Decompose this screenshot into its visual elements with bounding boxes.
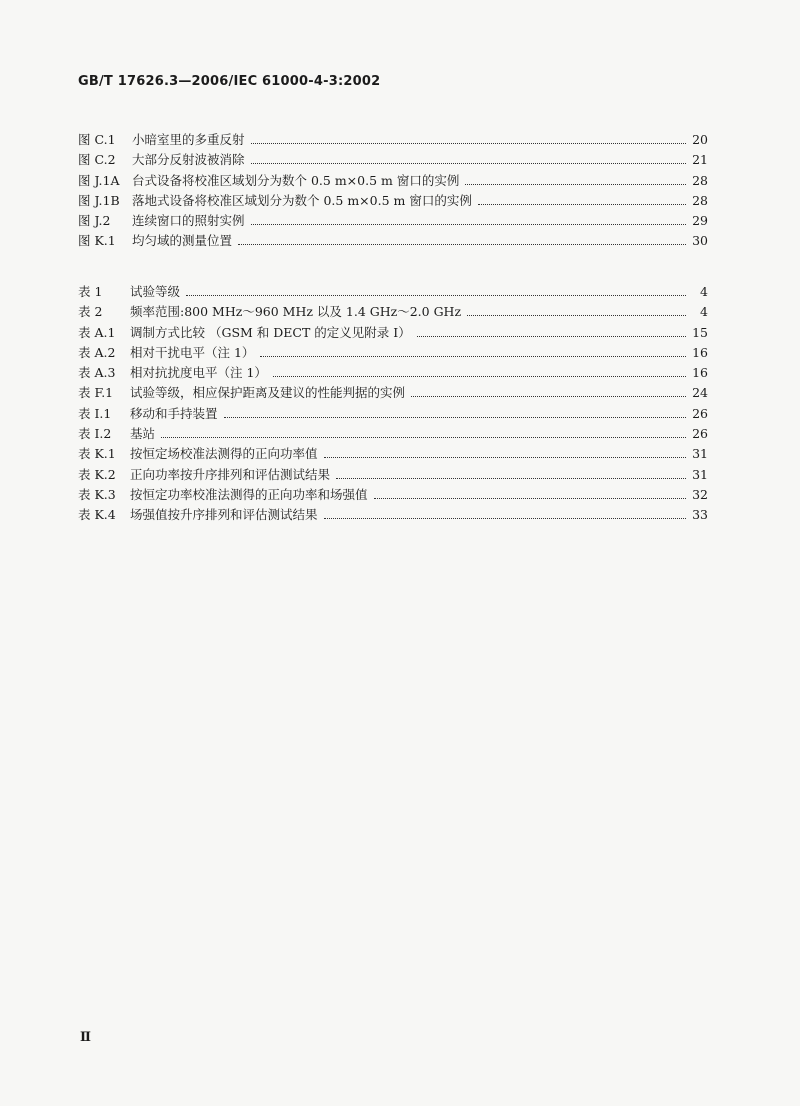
figure-label: 图 C.2 — [78, 152, 116, 168]
toc-entry-table[interactable] — [78, 282, 708, 302]
table-label: 表 K.3 — [78, 486, 116, 502]
table-title: 移动和手持装置 — [130, 405, 218, 421]
table-title: 按恒定场校准法测得的正向功率值 — [130, 446, 318, 462]
front-matter-page-number: Ⅱ — [80, 1030, 91, 1045]
page-number: 26 — [692, 405, 708, 421]
table-label: 表 A.2 — [78, 344, 116, 360]
table-title: 场强值按升序排列和评估测试结果 — [130, 507, 318, 523]
page-number: 29 — [692, 213, 708, 229]
dot-leader — [161, 437, 686, 438]
page-number: 26 — [692, 426, 708, 442]
page-number: 21 — [692, 152, 708, 168]
dot-leader — [465, 184, 686, 185]
page-number: 32 — [692, 486, 708, 502]
table-list — [78, 282, 708, 526]
table-label: 表 K.4 — [78, 507, 116, 523]
toc-entry-table[interactable] — [78, 404, 708, 424]
table-label: 表 2 — [78, 304, 103, 320]
figure-title: 落地式设备将校准区域划分为数个 0.5 m×0.5 m 窗口的实例 — [132, 192, 472, 208]
dot-leader — [478, 204, 686, 205]
page-number: 33 — [692, 507, 708, 523]
toc-entry-table[interactable] — [78, 343, 708, 363]
toc-entry-figure[interactable] — [78, 191, 708, 211]
table-label: 表 1 — [78, 284, 103, 299]
figure-label: 图 K.1 — [78, 233, 116, 249]
toc-entry-figure[interactable] — [78, 130, 708, 150]
dot-leader — [251, 143, 686, 144]
table-label: 表 F.1 — [78, 385, 114, 401]
toc-entry-table[interactable] — [78, 424, 708, 444]
page-number: 31 — [692, 446, 708, 462]
document-code-header: GB/T 17626.3—2006/IEC 61000-4-3:2002 — [78, 74, 381, 89]
dot-leader — [324, 457, 686, 458]
figure-label: 图 J.1A — [78, 172, 120, 188]
dot-leader — [260, 356, 686, 357]
page-number: 28 — [692, 172, 708, 188]
table-title: 调制方式比较 （GSM 和 DECT 的定义见附录 I） — [130, 324, 411, 340]
toc-entry-figure[interactable] — [78, 231, 708, 251]
toc-entry-table[interactable] — [78, 444, 708, 464]
toc-entry-table[interactable] — [78, 323, 708, 343]
table-title: 试验等级 — [130, 284, 181, 299]
toc-entry-table[interactable] — [78, 485, 708, 505]
toc-entry-table[interactable] — [78, 505, 708, 525]
dot-leader — [336, 478, 686, 479]
toc-entry-table[interactable] — [78, 302, 708, 322]
page-number: 20 — [692, 132, 708, 147]
dot-leader — [224, 417, 686, 418]
dot-leader — [411, 396, 686, 397]
dot-leader — [186, 295, 686, 296]
figure-label: 图 J.1B — [78, 192, 120, 208]
table-label: 表 K.1 — [78, 446, 116, 462]
table-title: 基站 — [130, 426, 156, 442]
page-number: 15 — [692, 324, 708, 340]
page-number: 16 — [692, 365, 708, 381]
page-number: 31 — [692, 466, 708, 482]
table-label: 表 K.2 — [78, 466, 116, 482]
table-title: 相对抗扰度电平（注 1） — [130, 365, 267, 381]
table-title: 正向功率按升序排列和评估测试结果 — [130, 466, 331, 482]
dot-leader — [273, 376, 686, 377]
figure-list — [78, 130, 708, 252]
page-number: 30 — [692, 233, 708, 249]
dot-leader — [251, 163, 686, 164]
dot-leader — [467, 315, 686, 316]
dot-leader — [238, 244, 686, 245]
toc-entry-figure[interactable] — [78, 150, 708, 170]
figure-title: 连续窗口的照射实例 — [132, 213, 245, 229]
figure-label: 图 J.2 — [78, 213, 111, 229]
table-label: 表 A.1 — [78, 324, 116, 340]
table-title: 频率范围:800 MHz～960 MHz 以及 1.4 GHz～2.0 GHz — [130, 304, 462, 320]
figure-title: 小暗室里的多重反射 — [132, 132, 245, 147]
figure-title: 大部分反射波被消除 — [132, 152, 245, 168]
dot-leader — [374, 498, 686, 499]
figure-label: 图 C.1 — [78, 132, 116, 147]
toc-entry-figure[interactable] — [78, 171, 708, 191]
dot-leader — [251, 224, 686, 225]
table-label: 表 A.3 — [78, 365, 116, 381]
table-title: 试验等级，相应保护距离及建议的性能判据的实例 — [130, 385, 406, 401]
table-label: 表 I.2 — [78, 426, 112, 442]
table-title: 按恒定功率校准法测得的正向功率和场强值 — [130, 486, 368, 502]
page-number: 16 — [692, 344, 708, 360]
page-number: 4 — [700, 304, 708, 320]
figure-title: 台式设备将校准区域划分为数个 0.5 m×0.5 m 窗口的实例 — [132, 172, 460, 188]
toc-entry-table[interactable] — [78, 383, 708, 403]
page-number: 28 — [692, 192, 708, 208]
page-number: 24 — [692, 385, 708, 401]
toc-entry-figure[interactable] — [78, 211, 708, 231]
page-number: 4 — [700, 284, 708, 299]
dot-leader — [417, 336, 686, 337]
table-label: 表 I.1 — [78, 405, 112, 421]
figure-title: 均匀域的测量位置 — [132, 233, 233, 249]
dot-leader — [324, 518, 686, 519]
toc-entry-table[interactable] — [78, 363, 708, 383]
toc-entry-table[interactable] — [78, 465, 708, 485]
table-title: 相对干扰电平（注 1） — [130, 344, 255, 360]
